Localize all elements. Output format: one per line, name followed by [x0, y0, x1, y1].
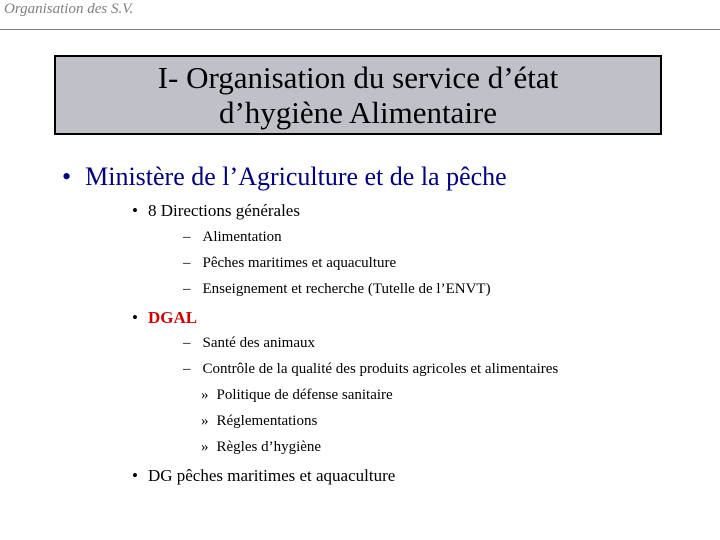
dash-icon: –: [183, 281, 191, 297]
dash-alimentation: [183, 229, 282, 246]
header-text: Organisation des S.V.: [4, 1, 134, 17]
dash-sante: [183, 335, 315, 352]
bullet-dgal: [132, 308, 197, 328]
sub-reglementations: [201, 413, 317, 430]
dash-text: Enseignement et recherche (Tutelle de l’ENVT): [202, 281, 491, 297]
bullet-text: DG pêches maritimes et aquaculture: [147, 466, 396, 485]
bullet-text-dgal: DGAL: [147, 308, 198, 327]
title-box: [54, 55, 662, 135]
chevron-icon: »: [201, 413, 209, 429]
dash-icon: –: [183, 255, 191, 271]
dash-icon: –: [183, 361, 191, 377]
title-line-2: d’hygiène Alimentaire: [218, 95, 498, 130]
dash-text: Alimentation: [202, 229, 282, 245]
chevron-icon: »: [201, 387, 209, 403]
sub-text: Politique de défense sanitaire: [216, 387, 393, 403]
bullet-icon: •: [132, 201, 138, 220]
bullet-text: Ministère de l’Agriculture et de la pêche: [85, 162, 507, 191]
bullet-dg-peches: [132, 466, 395, 486]
sub-text: Réglementations: [216, 413, 318, 429]
sub-regles: [201, 439, 321, 456]
chevron-icon: »: [201, 439, 209, 455]
header-divider: [0, 29, 720, 30]
dash-enseignement: [183, 281, 491, 298]
bullet-icon: •: [132, 308, 138, 327]
sub-text: Règles d’hygiène: [216, 439, 322, 455]
dash-text: Pêches maritimes et aquaculture: [202, 255, 397, 271]
dash-controle: [183, 361, 558, 378]
dash-icon: –: [183, 335, 191, 351]
bullet-icon: •: [62, 162, 72, 191]
bullet-directions: [132, 201, 300, 221]
dash-icon: –: [183, 229, 191, 245]
dash-text: Santé des animaux: [202, 335, 315, 351]
title-line-1: I- Organisation du service d’état: [157, 60, 559, 95]
bullet-text: 8 Directions générales: [147, 201, 300, 220]
bullet-ministere: [62, 162, 507, 192]
dash-text: Contrôle de la qualité des produits agricoles et alimentaires: [202, 361, 559, 377]
dash-peches: [183, 255, 396, 272]
sub-politique: [201, 387, 393, 404]
bullet-icon: •: [132, 466, 138, 485]
